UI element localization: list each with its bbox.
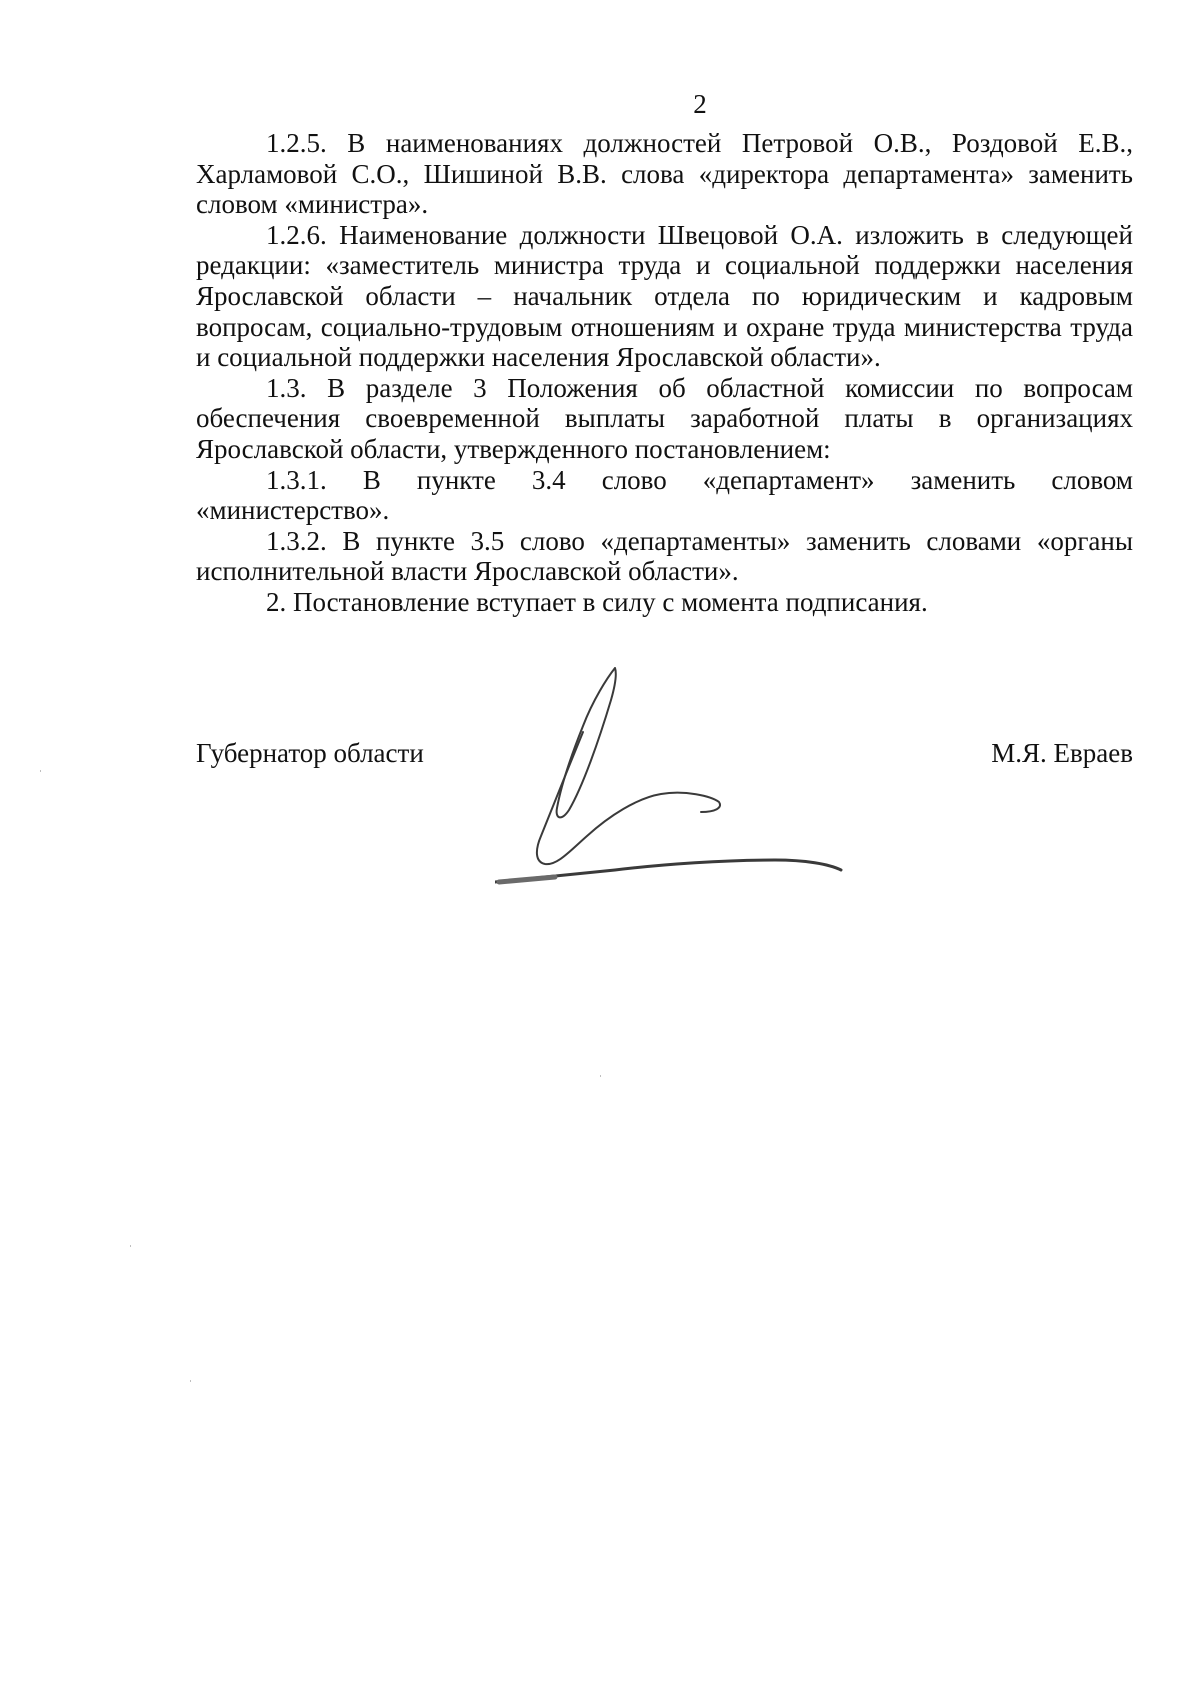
signatory-position: Губернатор области — [196, 738, 424, 768]
paragraph-1-3-1-line-1: 1.3.1. В пункте 3.4 слово «департамент» заменить словом — [266, 464, 1133, 495]
handwritten-signature — [495, 660, 915, 900]
signature-descender-stroke — [537, 732, 720, 864]
paragraph-2: 2. Постановление вступает в силу с момента подписания. — [266, 586, 928, 617]
scan-speck — [130, 1245, 131, 1247]
scan-speck — [190, 1380, 191, 1382]
paragraph-1-2-6: 1.2.6. Наименование должности Швецовой О.А. изложить в следующей редакции: «заместитель министра труда и социальной поддержки населения Ярославской области – начальник отдела по юридическим и кадровым вопросам, социально-трудовым отношениям и охране труда министерства труда и социальной поддержки населения Ярославской области». — [196, 219, 1133, 373]
document-body — [196, 128, 1133, 618]
paragraph-1-3-1-line-2: «министерство». — [196, 495, 390, 526]
paragraph-1-3: 1.3. В разделе 3 Положения об областной комиссии по вопросам обеспечения своевременной выплаты заработной платы в организациях Ярославской области, утвержденного постановлением: — [196, 372, 1133, 464]
signatory-name: М.Я. Евраев — [991, 738, 1133, 768]
scan-speck — [40, 770, 41, 772]
page-number: 2 — [693, 89, 707, 119]
paragraph-1-3-2: 1.3.2. В пункте 3.5 слово «департаменты» заменить словами «органы исполнительной власти Ярославской области». — [196, 525, 1133, 587]
paragraph-1-2-5: 1.2.5. В наименованиях должностей Петровой О.В., Роздовой Е.В., Харламовой С.О., Шишиной В.В. слова «директора департамента» заменить словом «министра». — [196, 128, 1133, 220]
scan-speck — [600, 1075, 601, 1077]
signature-loop-stroke — [557, 668, 616, 817]
